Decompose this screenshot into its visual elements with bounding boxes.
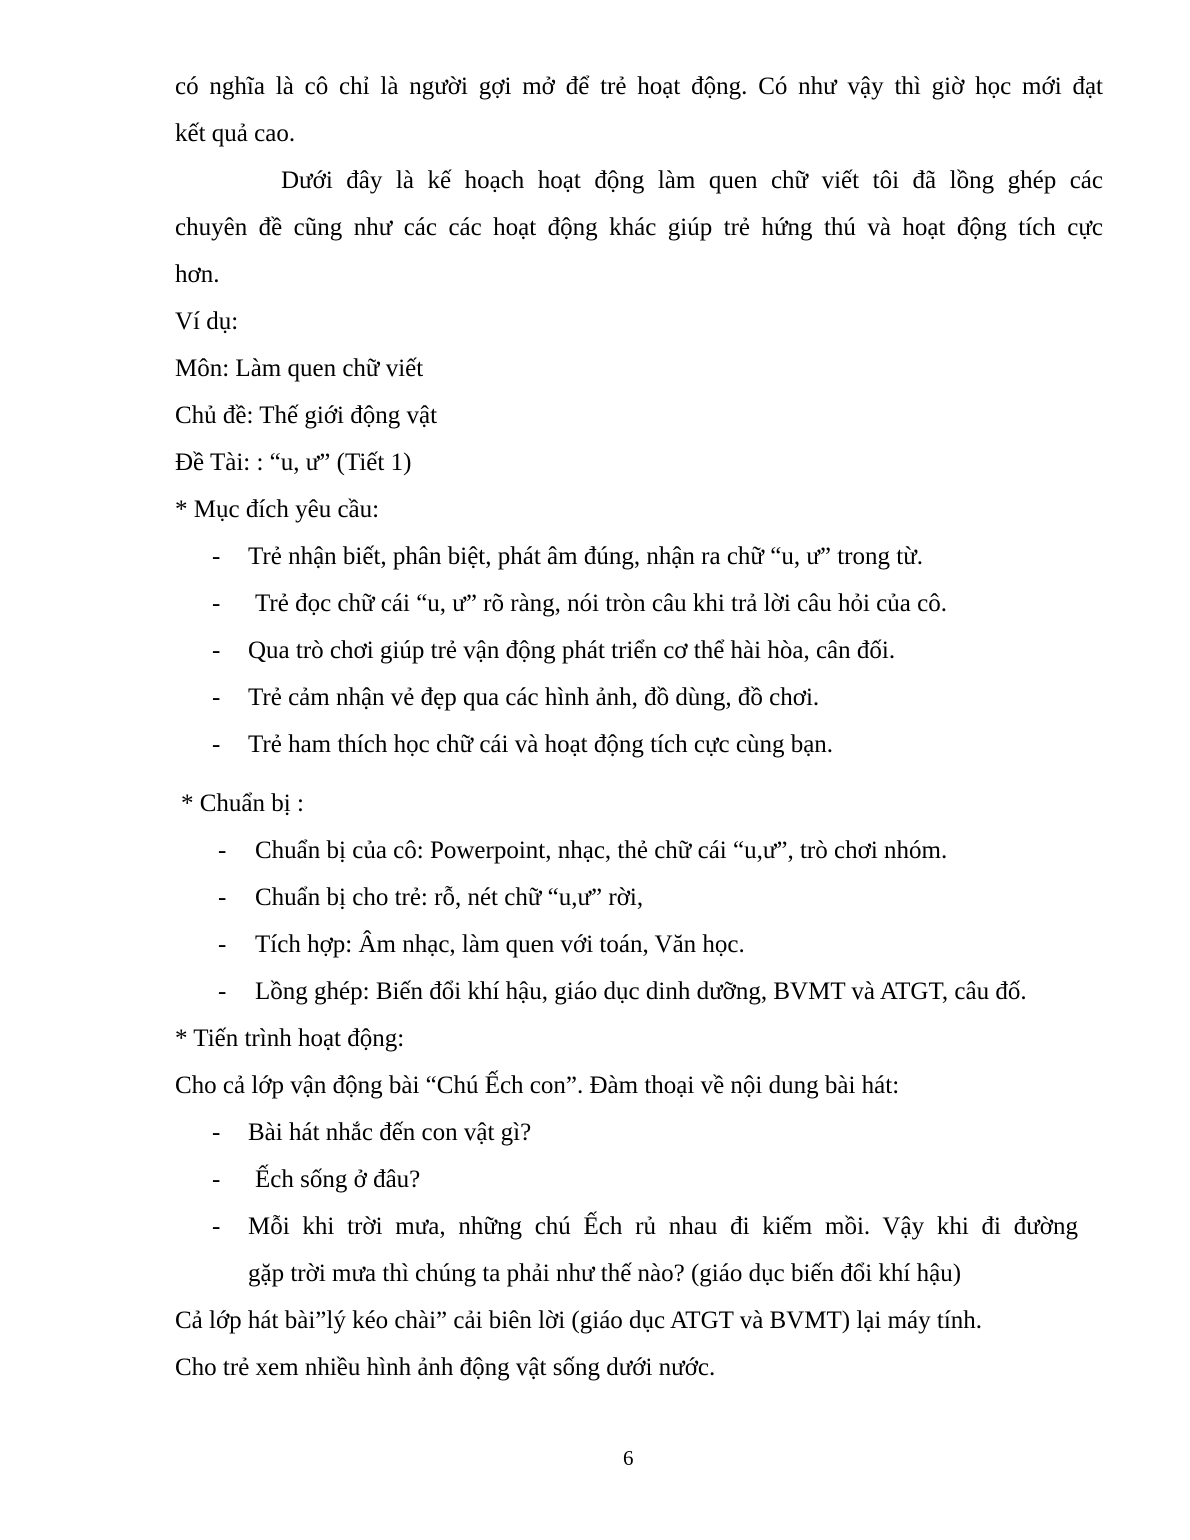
bullet-dash: - [212, 1119, 221, 1146]
preparation-item: Tích hợp: Âm nhạc, làm quen với toán, Văn học. [255, 931, 745, 958]
preparation-item: Lồng ghép: Biến đổi khí hậu, giáo dục dinh dưỡng, BVMT và ATGT, câu đố. [255, 978, 1027, 1005]
preparation-item: Chuẩn bị cho trẻ: rỗ, nét chữ “u,ư” rời, [255, 884, 644, 911]
closing-line: Cho trẻ xem nhiều hình ảnh động vật sống dưới nước. [175, 1354, 716, 1381]
page-number: 6 [623, 1446, 634, 1470]
question-item: Mỗi khi trời mưa, những chú Ếch rủ nhau đi kiếm mồi. Vậy khi đi đường [248, 1213, 1078, 1240]
paragraph-line: có nghĩa là cô chỉ là người gợi mở để trẻ hoạt động. Có như vậy thì giờ học mới đạt [175, 73, 1103, 100]
bullet-dash: - [218, 931, 227, 958]
topic-line: Chủ đề: Thế giới động vật [175, 402, 438, 429]
bullet-dash: - [212, 1166, 221, 1193]
bullet-dash: - [218, 837, 227, 864]
objectives-heading: * Mục đích yêu cầu: [175, 496, 380, 523]
objective-item: Qua trò chơi giúp trẻ vận động phát triển cơ thể hài hòa, cân đối. [248, 637, 896, 664]
objective-item: Trẻ nhận biết, phân biệt, phát âm đúng, nhận ra chữ “u, ư” trong từ. [248, 543, 923, 570]
objective-item: Trẻ đọc chữ cái “u, ư” rõ ràng, nói tròn câu khi trả lời câu hỏi của cô. [255, 590, 947, 617]
question-item: Ếch sống ở đâu? [255, 1166, 421, 1193]
question-item: Bài hát nhắc đến con vật gì? [248, 1119, 532, 1146]
bullet-dash: - [212, 543, 221, 570]
bullet-dash: - [212, 684, 221, 711]
bullet-dash: - [218, 884, 227, 911]
paragraph-line: hơn. [175, 261, 220, 288]
question-item-continued: gặp trời mưa thì chúng ta phải như thế nào? (giáo dục biến đổi khí hậu) [248, 1260, 962, 1287]
preparation-item: Chuẩn bị của cô: Powerpoint, nhạc, thẻ chữ cái “u,ư”, trò chơi nhóm. [255, 837, 948, 864]
preparation-heading: * Chuẩn bị : [181, 790, 304, 817]
bullet-dash: - [212, 1213, 221, 1240]
closing-line: Cả lớp hát bài”lý kéo chài” cải biên lời (giáo dục ATGT và BVMT) lại máy tính. [175, 1307, 983, 1334]
bullet-dash: - [212, 731, 221, 758]
objective-item: Trẻ cảm nhận vẻ đẹp qua các hình ảnh, đồ dùng, đồ chơi. [248, 684, 820, 711]
bullet-dash: - [218, 978, 227, 1005]
title-line: Đề Tài: : “u, ư” (Tiết 1) [175, 449, 412, 476]
paragraph-line: kết quả cao. [175, 120, 296, 147]
paragraph-line: chuyên đề cũng như các các hoạt động khác giúp trẻ hứng thú và hoạt động tích cực [175, 214, 1103, 241]
process-heading: * Tiến trình hoạt động: [175, 1025, 405, 1052]
subject-line: Môn: Làm quen chữ viết [175, 355, 424, 382]
bullet-dash: - [212, 637, 221, 664]
example-label: Ví dụ: [175, 308, 239, 335]
bullet-dash: - [212, 590, 221, 617]
paragraph-line: Dưới đây là kế hoạch hoạt động làm quen chữ viết tôi đã lồng ghép các [281, 167, 1103, 194]
process-intro: Cho cả lớp vận động bài “Chú Ếch con”. Đàm thoại về nội dung bài hát: [175, 1072, 900, 1099]
objective-item: Trẻ ham thích học chữ cái và hoạt động tích cực cùng bạn. [248, 731, 834, 758]
